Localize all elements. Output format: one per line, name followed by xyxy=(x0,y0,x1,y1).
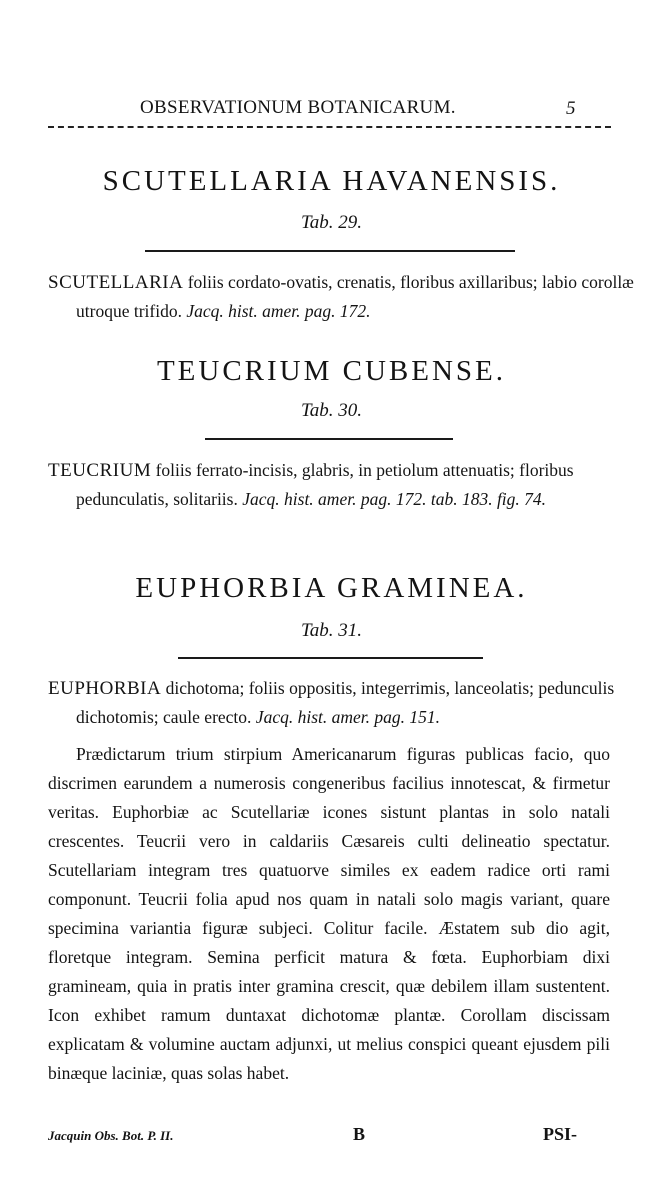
entry-plate-teucrium: Tab. 30. xyxy=(300,400,363,421)
entry-genus: SCUTELLARIA xyxy=(48,272,184,293)
catchword: PSI- xyxy=(543,1124,578,1144)
page-number: 5 xyxy=(566,98,576,119)
running-head: OBSERVATIONUM BOTANICARUM. xyxy=(140,97,456,118)
entry-citation: Jacq. hist. amer. pag. 172. xyxy=(186,301,371,321)
entry-title-euphorbia: EUPHORBIA GRAMINEA. xyxy=(135,572,528,604)
gathering-mark: B xyxy=(353,1124,366,1144)
entry-rule xyxy=(145,250,515,252)
entry-title-teucrium: TEUCRIUM CUBENSE. xyxy=(156,355,507,387)
entry-citation: Jacq. hist. amer. pag. 172. tab. 183. fig. 74. xyxy=(242,489,547,509)
printer-signature: Jacquin Obs. Bot. P. II. xyxy=(48,1128,174,1143)
entry-citation: Jacq. hist. amer. pag. 151. xyxy=(255,707,441,727)
entry-genus: TEUCRIUM xyxy=(48,460,152,481)
entry-diagnosis: foliis ferrato-incisis, glabris, in petiolum attenuatis; floribus pedunculatis, solitariis. xyxy=(76,460,574,509)
entry-rule xyxy=(205,438,453,440)
entry-diagnosis: foliis cordato-ovatis, crenatis, floribus axillaribus; labio corollæ utroque trifido. xyxy=(76,272,634,321)
entry-description-scutellaria xyxy=(48,268,641,326)
entry-description-euphorbia xyxy=(48,674,641,732)
entry-diagnosis: dichotoma; foliis oppositis, integerrimis, lanceolatis; pedunculis dichotomis; caule erecto. xyxy=(76,678,615,727)
entry-title-scutellaria: SCUTELLARIA HAVANENSIS. xyxy=(102,165,561,197)
entry-genus: EUPHORBIA xyxy=(48,678,162,699)
entry-description-teucrium xyxy=(48,456,641,514)
entry-plate-scutellaria: Tab. 29. xyxy=(300,212,363,233)
entry-rule xyxy=(178,657,483,659)
header-rule xyxy=(48,126,611,128)
entry-plate-euphorbia: Tab. 31. xyxy=(300,620,363,641)
commentary-paragraph: Prædictarum trium stirpium Americanarum figuras publicas facio, quo discrimen earundem a numerosis congeneribus facilius innotescat, & firmetur veritas. Euphorbiæ ac Scutellariæ icones sistunt plantas in solo natali crescentes. Teucrii vero in caldariis Cæsareis culti delineatio spectatur. Scutellariam integram tres quatuorve similes ex eadem radice orti rami componunt. Teucrii folia apud nos quam in natali solo magis variant, quare specimina variantia figuræ subjeci. Colitur facile. Æstatem sub dio agit, floretque integram. Semina perficit matura & fœta. Euphorbiam dixi gramineam, quia in pratis inter gramina crescit, quæ debilem illam sustentent. Icon exhibet ramum duntaxat dichotomæ plantæ. Corollam discissam explicatam & volumine auctam adjunxi, ut melius conspici queant ejusdem pili binæque laciniæ, quas solas habet. xyxy=(48,744,610,1083)
